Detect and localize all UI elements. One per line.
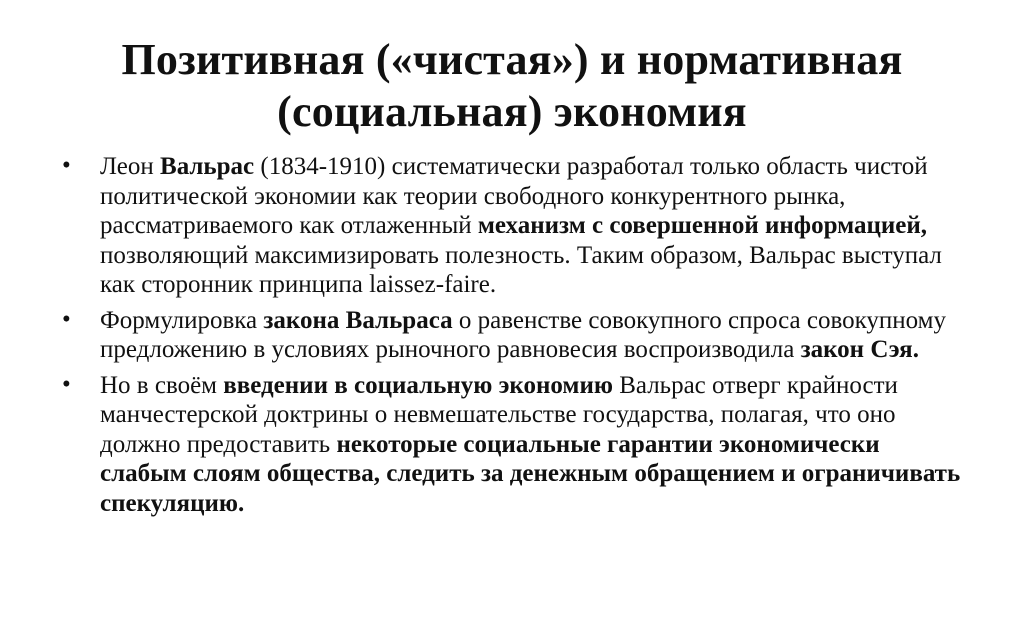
bullet-bold-text: закона Вальраса (263, 306, 453, 334)
bullet-text: позволяющий максимизировать полезность. Таким образом, Вальрас выступал как сторонник принципа laissez-faire. (100, 241, 942, 298)
bullet-bold-text: некоторые социальные гарантии экономически слабым слоям общества, следить за денежным обращением и ограничивать спекуляцию. (100, 430, 961, 517)
bullet-bold-text: Вальрас (160, 153, 255, 180)
bullet-icon: • (62, 152, 71, 179)
bullet-item-walras-pure-economy (62, 152, 962, 300)
bullet-text: Вальрас отверг крайности манчестерской доктрины о невмешательстве государства, полагая, что оно должно предоставить (100, 371, 898, 458)
title-line-2: (социальная) экономия (277, 87, 747, 136)
bullet-item-walras-law (62, 306, 962, 365)
bullet-bold-text: введении в социальную экономию (223, 371, 613, 399)
bullet-text: (1834-1910) систематически разработал только область чистой политической экономии как теории свободного конкурентного рынка, рассматриваемого как отлаженный (100, 153, 928, 239)
bullet-list (62, 152, 962, 524)
slide-title (40, 34, 984, 138)
bullet-item-social-economy (62, 371, 962, 519)
title-line-1: Позитивная («чистая») и нормативная (121, 35, 903, 84)
bullet-bold-text: механизм с совершенной информацией, (477, 212, 928, 239)
bullet-bold-text: закон Сэя. (800, 336, 919, 363)
bullet-text: о равенстве совокупного спроса совокупному предложению в условиях рыночного равновесия воспроизводила (100, 306, 946, 363)
bullet-icon: • (62, 305, 71, 333)
bullet-text: Но в своём (100, 371, 224, 399)
bullet-icon: • (62, 370, 71, 398)
bullet-text: Формулировка (100, 306, 264, 334)
bullet-text: Леон (100, 153, 161, 180)
